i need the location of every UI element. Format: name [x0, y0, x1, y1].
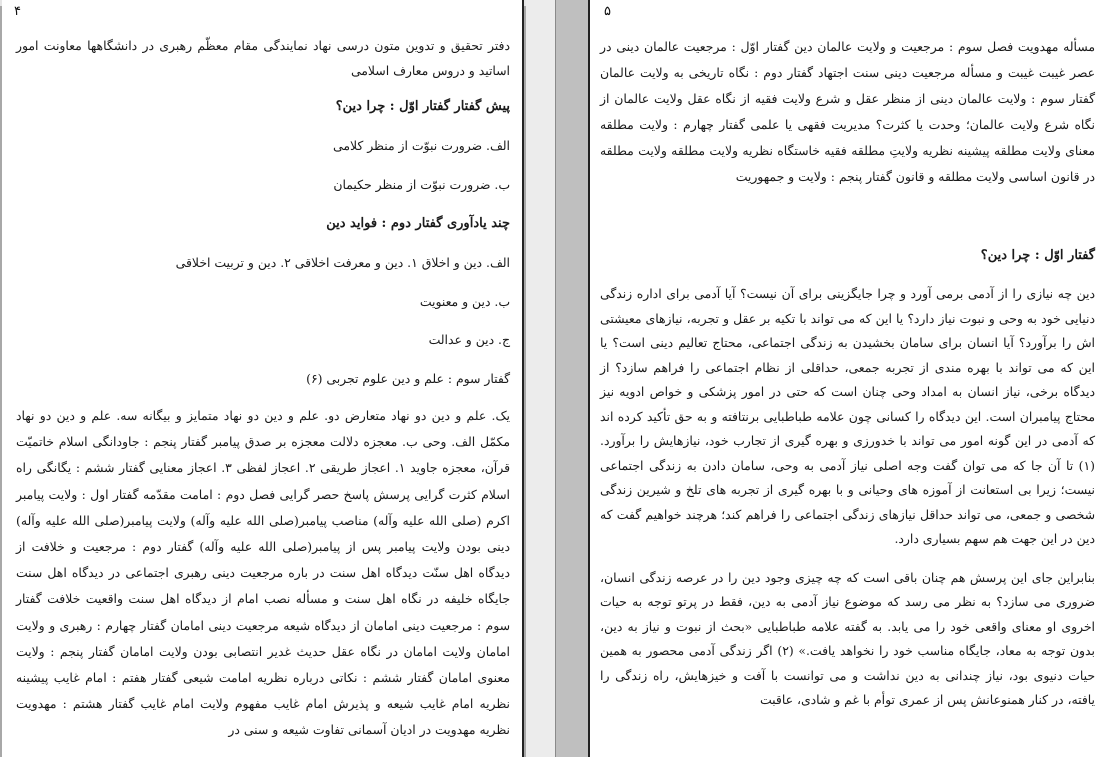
body-paragraph: یک. علم و دین دو نهاد متعارض دو. علم و دین دو نهاد متمایز و بیگانه سه. علم و دین دو نهاد مکمّل الف. وحی ب. معجزه دلالت معجزه بر صدق پیامبر گفتار پنجم : جاودانگی اسلام خاتمیّت قرآن، معجزه جاوید ۱. اعجاز طریقی ۲. اعجاز لفظی ۳. اعجاز معنایی گفتار ششم : یگانگی راه اسلام کثرت گرایی پرسش پاسخ حصر گرایی فصل دوم : امامت مقدّمه گفتار اول : ولایت پیامبر اکرم (صلی الله علیه وآله) مناصب پیامبر(صلی الله علیه وآله) ولایت پیامبر(صلی الله علیه وآله) دینی بودن ولایت پیامبر پس از پیامبر(صلی الله علیه وآله) گفتار دوم : مرجعیت و خلافت از دیدگاه اهل سنّت دیدگاه اهل سنت در باره مرجعیت دینی رهبری اجتماعی در دیدگاه اهل سنت جایگاه خلیفه در نگاه اهل سنت و مسأله نصب امام از دیدگاه اهل سنت واقعیت خلافت گفتار سوم : مرجعیت دینی امامان از دیدگاه شیعه مرجعیت دینی امامان گفتار چهارم : رهبری و ولایت امامان ولایت امامان در نگاه عقل حدیث غدیر انتصابی بودن ولایت امامان گفتار پنجم : ولایت معنوی امامان گفتار ششم : نکاتی درباره نظریه امامت شیعی گفتار هفتم : امام غایب پیشینه نظریه امام غایب شیعه و پذیرش امام غایب مفهوم ولایت امام غایب گفتار هشتم : مهدویت نظریه مهدویت در ادیان آسمانی تفاوت شیعه و سنی در: [16, 408, 511, 738]
page-number: ۴: [14, 4, 21, 19]
list-line: الف. ضرورت نبوّت از منظر کلامی: [333, 138, 510, 153]
section-heading: گفتار اوّل : چرا دین؟: [980, 248, 1095, 263]
list-line: ب. دین و معنویت: [419, 293, 510, 309]
list-line: ج. دین و عدالت: [428, 332, 510, 347]
page-gap: [556, 0, 588, 757]
page-number: ۵: [604, 4, 611, 19]
body-paragraph: مسأله مهدویت فصل سوم : مرجعیت و ولایت عالمان دین گفتار اوّل : مرجعیت عالمان دینی در عصر غیبت غیبت و مسأله مرجعیت دینی سنت اجتهاد گفتار دوم : نگاه تاریخی به ولایت عالمان گفتار سوم : ولایت عالمان دینی از منظر عقل و شرع ولایت فقیه از نگاه عقل ولایت عالمان از نگاه شرع ولایت عالمان؛ وحدت یا کثرت؟ مدیریت فقهی یا علمی گفتار چهارم : ولایت مطلقه معنای ولایت مطلقه پیشینه نظریه ولایتِ مطلقه فقیه خاستگاه نظریه ولایت مطلقه ولایت مطلقه در قانون اساسی ولایت مطلقه و قانون گفتار پنجم : ولایت و جمهوریت: [600, 39, 1095, 184]
body-paragraph: بنابراین جای این پرسش هم چنان باقی است که چه چیزی وجود دین را در عرصه زندگی انسان، ضروری می سازد؟ به نظر می رسد که موضوع نیاز آدمی به دین، فقط در پرتو توجه به حیات اخروی او معنای واقعی خود را می یابد. به گفته علامه طباطبایی «بحث از نبوت و نیاز به دین، بدون توجه به معاد، جایگاه مناسب خود را نخواهد یافت.» (۲) اگر زندگی آدمی محصور به همین حیات دنیوی بود، نیاز چندانی به دین نداشت و می توانست با آفت و خیزهایش، راه زندگی را یافته، در کنار همنوعانش پس از عمری توأم با غم و شادی، عاقبت: [600, 569, 1095, 707]
intro-paragraph: دفتر تحقیق و تدوین متون درسی نهاد نمایندگی مقام معظّم رهبری در دانشگاهها معاونت امور اساتید و دروس معارف اسلامی: [16, 38, 510, 78]
section-heading: پیش گفتار گفتار اوّل : چرا دین؟: [335, 99, 510, 114]
right-page[interactable]: [588, 0, 1105, 757]
page-content: [16, 34, 510, 744]
page-gap-divider: [555, 0, 556, 757]
section-heading: چند یادآوری گفتار دوم : فواید دین: [326, 216, 510, 231]
page-gap: [526, 0, 556, 757]
list-line: ب. ضرورت نبوّت از منظر حکیمان: [333, 176, 510, 192]
list-line: الف. دین و اخلاق ۱. دین و معرفت اخلاقی ۲. دین و تربیت اخلاقی: [175, 255, 510, 270]
body-paragraph: دین چه نیازی را از آدمی برمی آورد و چرا جایگزینی برای آن نیست؟ آیا آدمی برای اداره زندگی دنیایی خود به وحی و نبوت نیاز دارد؟ یا این که می تواند با تکیه بر عقل و تجربه، نیازهای معیشتی اش را برآورد؟ آیا انسان برای سامان بخشیدن به زندگی اجتماعی، محتاج تعالیم دینی است؟ یا این که می تواند با بهره مندی از تجربه جمعی، حداقلی از نظام اجتماعی را فراهم سازد؟ از دیدگاه برخی، نیاز انسان به امداد وحی چنان است که حتی در امور پزشکی و خواص ادویه نیز محتاج پیامبران است. این دیدگاه را کسانی چون علامه طباطبایی برنتافته و به حق تأکید کرده اند که آدمی در این گونه امور می تواند با خدورزی و بهره گیری از تجارب خود، نیازهایش را برآورد. (۱) تا آن جا که می توان گفت وجه اصلی نیاز آدمی به وحی، سامان دادن به زندگی اجتماعی نیست؛ زیرا بی استعانت از آموزه های وحیانی و با بهره گیری از تجربه های تلخ و شیرین زندگی شخصی و جمعی، می تواند حداقل نیازهای زندگی اجتماعی را فراهم کند؛ هرچند خواهیم گفت که دین در این جهت هم سهم بسیاری دارد.: [600, 286, 1095, 546]
list-line: گفتار سوم : علم و دین علوم تجربی (۶): [306, 370, 510, 386]
page-content: [600, 34, 1095, 713]
left-page[interactable]: [2, 0, 524, 757]
